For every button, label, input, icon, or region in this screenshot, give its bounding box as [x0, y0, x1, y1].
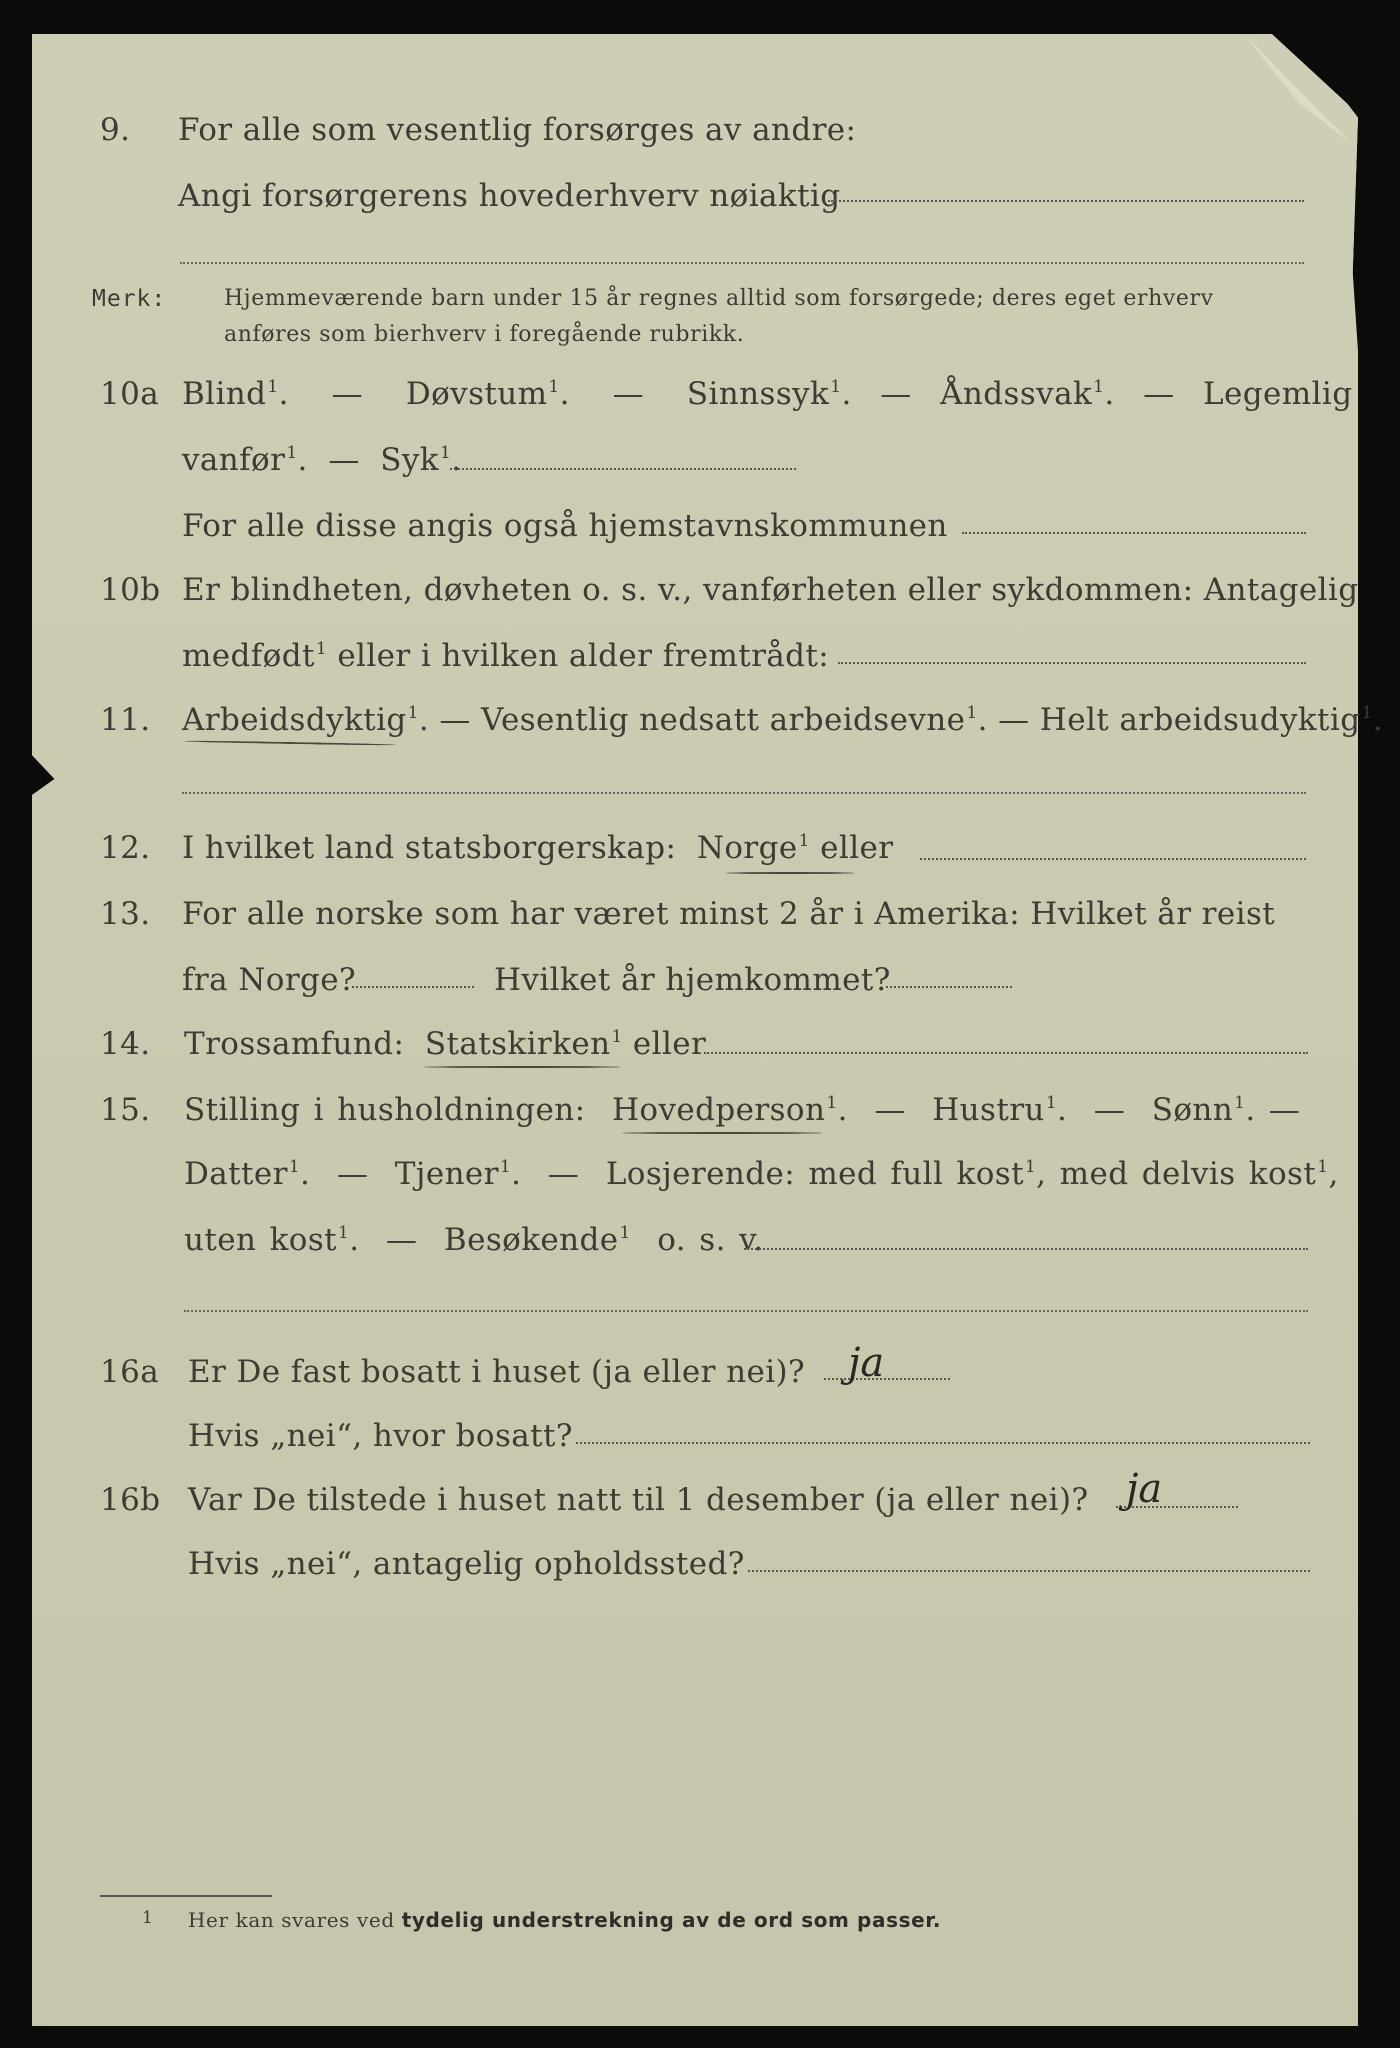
norge-option: Norge: [696, 830, 798, 866]
blind-option: Blind: [182, 376, 267, 412]
besokende-option: Besøkende: [443, 1222, 619, 1258]
q15-number: 15.: [100, 1092, 151, 1128]
q14-answer-line[interactable]: [704, 1052, 1308, 1054]
norge-underline: [726, 872, 854, 874]
q16a-number: 16a: [100, 1354, 160, 1390]
q16b-opholdssted-answer-line[interactable]: [748, 1570, 1310, 1572]
q12-answer-line[interactable]: [920, 858, 1306, 860]
footnote-mark: 1: [142, 1908, 154, 1928]
q13-hjemkommet: Hvilket år hjemkommet?: [494, 962, 891, 998]
q10b-line1: Er blindheten, døvheten o. s. v., vanførheten eller sykdommen: Antagelig: [182, 572, 1359, 608]
q13-reist-answer[interactable]: [352, 986, 474, 988]
q13-hjemkommet-answer[interactable]: [886, 986, 1012, 988]
q11-number: 11.: [100, 702, 151, 738]
q15-line3: uten kost$^1$. — Besøkende$^1$ o. s. v.: [184, 1222, 764, 1258]
hustru-option: Hustru: [932, 1092, 1045, 1128]
q14-line1: Trossamfund: Statskirken$^1$ eller: [184, 1026, 707, 1062]
statskirken-option: Statskirken: [424, 1026, 611, 1062]
q16a-line2: Hvis „nei“, hvor bosatt?: [188, 1418, 573, 1454]
q16b-handwritten-answer: ja: [1126, 1466, 1163, 1512]
sonn-option: Sønn: [1151, 1092, 1234, 1128]
uten-kost-option: uten kost: [184, 1222, 338, 1258]
vesentlig-nedsatt-option: Vesentlig nedsatt arbeidsevne: [481, 702, 966, 738]
hovedperson-underline: [622, 1132, 822, 1134]
losjerende-full-kost-option: Losjerende: med full kost: [605, 1156, 1024, 1192]
legemlig-option: Legemlig: [1203, 376, 1353, 412]
q16a-line1: Er De fast bosatt i huset (ja eller nei)?: [188, 1354, 806, 1390]
q13-number: 13.: [100, 896, 151, 932]
q15-line1: Stilling i husholdningen: Hovedperson$^1$. — Hustru$^1$. — Sønn$^1$. —: [184, 1092, 1301, 1128]
footnote-rule: [100, 1895, 272, 1897]
syk-option: Syk: [380, 442, 439, 478]
q15-answer-line[interactable]: [744, 1248, 1308, 1250]
q16b-line1: Var De tilstede i huset natt til 1 desember (ja eller nei)?: [188, 1482, 1089, 1518]
q15-line2: Datter$^1$. — Tjener$^1$. — Losjerende: med full kost$^1$, med delvis kost$^1$,: [184, 1156, 1339, 1192]
andssvak-option: Åndssvak: [940, 376, 1093, 412]
q9-line2: Angi forsørgerens hovederhverv nøiaktig: [178, 178, 841, 214]
delvis-kost-option: med delvis kost: [1059, 1156, 1317, 1192]
q9-answer-line[interactable]: [828, 200, 1304, 202]
q16a-answer-line[interactable]: [824, 1378, 950, 1380]
q13-fra-norge: fra Norge?: [182, 962, 357, 998]
q10b-answer-line[interactable]: [838, 662, 1306, 664]
merk-line1: Hjemmeværende barn under 15 år regnes alltid som forsørgede; deres eget erhverv: [224, 286, 1214, 311]
q9-extra-line[interactable]: [180, 262, 1304, 264]
statskirken-underline: [424, 1066, 620, 1068]
footnote-text: Her kan svares ved tydelig understrekning av de ord som passer.: [188, 1908, 942, 1932]
q12-line1: I hvilket land statsborgerskap: Norge$^1$ eller: [182, 830, 894, 866]
q16a-handwritten-answer: ja: [848, 1340, 885, 1386]
q10b-number: 10b: [100, 572, 161, 608]
q16a-bosatt-answer-line[interactable]: [576, 1442, 1310, 1444]
q15-extra-line[interactable]: [184, 1310, 1308, 1312]
q9-number: 9.: [100, 112, 131, 148]
q10b-line2: medfødt$^1$ eller i hvilken alder fremtrådt:: [182, 638, 830, 674]
dovstum-option: Døvstum: [405, 376, 548, 412]
q16b-number: 16b: [100, 1482, 161, 1518]
merk-line2: anføres som bierhverv i foregående rubrikk.: [224, 322, 745, 347]
q16b-line2: Hvis „nei“, antagelig opholdssted?: [188, 1546, 745, 1582]
q10a-number: 10a: [100, 376, 160, 412]
q10a-line2: vanfør$^1$. — Syk$^1$.: [182, 442, 462, 478]
sinnssyk-option: Sinnssyk: [686, 376, 830, 412]
tjener-option: Tjener: [394, 1156, 499, 1192]
q12-number: 12.: [100, 830, 151, 866]
q11-extra-line[interactable]: [182, 792, 1306, 794]
q14-number: 14.: [100, 1026, 151, 1062]
merk-label: Merk:: [92, 286, 167, 312]
helt-arbeidsudyktig-option: Helt arbeidsudyktig: [1039, 702, 1361, 738]
q9-line1: For alle som vesentlig forsørges av andre:: [178, 112, 857, 148]
q10a-answer-line[interactable]: [450, 468, 796, 470]
datter-option: Datter: [184, 1156, 288, 1192]
hjemstavn-answer-line[interactable]: [962, 532, 1306, 534]
arbeidsdyktig-option: Arbeidsdyktig: [182, 702, 407, 738]
hovedperson-option: Hovedperson: [611, 1092, 826, 1128]
q11-line1: Arbeidsdyktig$^1$. — Vesentlig nedsatt arbeidsevne$^1$. — Helt arbeidsudyktig$^1$.: [182, 702, 1383, 738]
q13-line1: For alle norske som har været minst 2 år i Amerika: Hvilket år reist: [182, 896, 1276, 932]
vanfor-option: vanfør: [182, 442, 286, 478]
q10a-line3: For alle disse angis også hjemstavnskommunen: [182, 508, 948, 544]
medfodt-option: medfødt: [182, 638, 315, 674]
q10a-line1: Blind$^1$. — Døvstum$^1$. — Sinnssyk$^1$. — Åndssvak$^1$. — Legemlig: [182, 376, 1353, 412]
